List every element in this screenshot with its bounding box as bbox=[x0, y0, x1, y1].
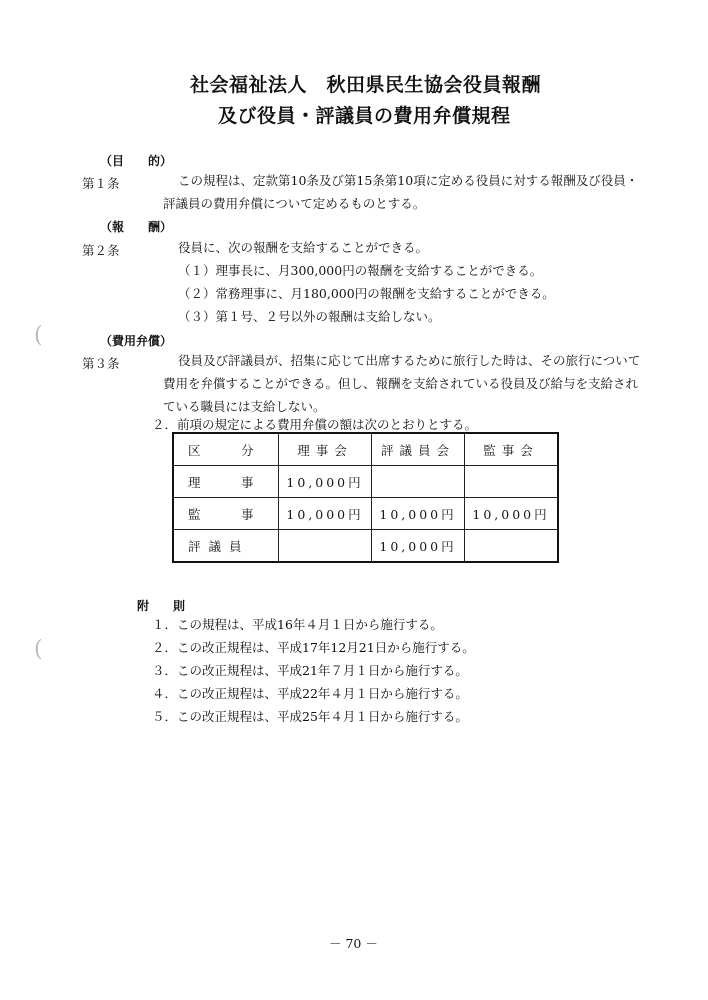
table-cell: 監 事 bbox=[173, 498, 279, 530]
table-cell bbox=[465, 530, 559, 563]
table-row bbox=[173, 498, 558, 530]
table-header-row bbox=[173, 433, 558, 466]
section-heading-purpose: （目 的） bbox=[100, 154, 173, 168]
article-1-number: 第１条 bbox=[82, 176, 120, 191]
article-1-line-2: 評議員の費用弁償について定めるものとする。 bbox=[163, 196, 426, 211]
table-cell: 10,000円 bbox=[279, 466, 372, 498]
table-cell: 評議員 bbox=[173, 530, 279, 563]
table-cell: 10,000円 bbox=[465, 498, 559, 530]
table-row bbox=[173, 530, 558, 563]
article-3-line-3: ている職員には支給しない。 bbox=[163, 399, 326, 414]
supplementary-item: ３．この改正規程は、平成21年７月１日から施行する。 bbox=[152, 663, 468, 678]
table-cell bbox=[372, 466, 465, 498]
article-3-line-2: 費用を弁償することができる。但し、報酬を支給されている役員及び給与を支給され bbox=[163, 376, 639, 391]
article-2-line-1: 役員に、次の報酬を支給することができる。 bbox=[178, 240, 429, 255]
supplementary-item: ４．この改正規程は、平成22年４月１日から施行する。 bbox=[152, 686, 468, 701]
table-header-cell: 理事会 bbox=[279, 433, 372, 466]
article-3-number: 第３条 bbox=[82, 356, 120, 371]
supplementary-item: １．この規程は、平成16年４月１日から施行する。 bbox=[152, 617, 443, 632]
article-3-line-1: 役員及び評議員が、招集に応じて出席するために旅行した時は、その旅行について bbox=[178, 353, 641, 368]
section-heading-remuneration: （報 酬） bbox=[100, 220, 173, 234]
article-2-item-3: （３）第１号、２号以外の報酬は支給しない。 bbox=[178, 309, 441, 324]
title-line-2: 及び役員・評議員の費用弁償規程 bbox=[218, 105, 511, 127]
article-2-item-2: （２）常務理事に、月180,000円の報酬を支給することができる。 bbox=[178, 286, 555, 301]
table-cell: 10,000円 bbox=[372, 498, 465, 530]
section-heading-expenses: （費用弁償） bbox=[100, 334, 173, 348]
table-header-cell: 区 分 bbox=[173, 433, 279, 466]
table-header-cell: 監事会 bbox=[465, 433, 559, 466]
supplementary-item: ２．この改正規程は、平成17年12月21日から施行する。 bbox=[152, 640, 475, 655]
article-1-line-1: この規程は、定款第10条及び第15条第10項に定める役員に対する報酬及び役員・ bbox=[178, 173, 639, 188]
article-3-paragraph-2: ２．前項の規定による費用弁償の額は次のとおりとする。 bbox=[152, 417, 478, 432]
article-2-number: 第２条 bbox=[82, 243, 120, 258]
table-row bbox=[173, 466, 558, 498]
binder-mark: ( bbox=[34, 323, 43, 348]
binder-mark: ( bbox=[34, 637, 43, 662]
table-cell: 理 事 bbox=[173, 466, 279, 498]
table-cell bbox=[279, 530, 372, 563]
table-cell: 10,000円 bbox=[279, 498, 372, 530]
table-cell: 10,000円 bbox=[372, 530, 465, 563]
article-2-item-1: （１）理事長に、月300,000円の報酬を支給することができる。 bbox=[178, 263, 543, 278]
table-cell bbox=[465, 466, 559, 498]
title-line-1: 社会福祉法人 秋田県民生協会役員報酬 bbox=[190, 74, 542, 96]
supplementary-heading: 附 則 bbox=[137, 599, 186, 613]
supplementary-item: ５．この改正規程は、平成25年４月１日から施行する。 bbox=[152, 709, 468, 724]
page-number: － 70 － bbox=[329, 936, 378, 951]
expense-table bbox=[172, 432, 559, 563]
table-header-cell: 評議員会 bbox=[372, 433, 465, 466]
